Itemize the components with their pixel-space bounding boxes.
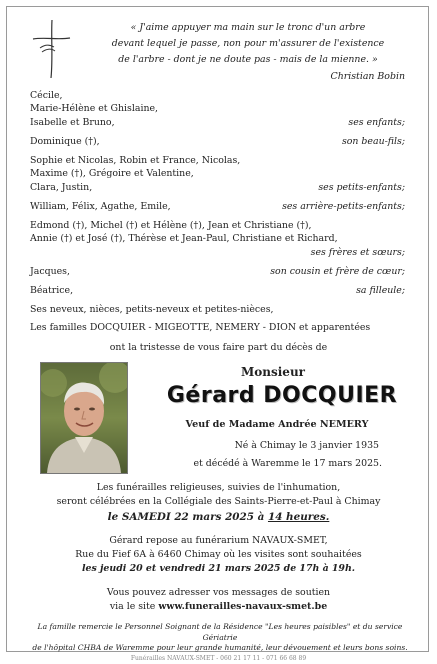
family-relation: son beau-fils;: [341, 136, 405, 147]
family-text: Jacques,: [30, 266, 70, 277]
family-line: [30, 285, 405, 297]
condolences-site: [0, 601, 437, 612]
family-text: William, Félix, Agathe, Emile,: [30, 201, 171, 212]
quote-author: Christian Bobin: [330, 71, 405, 82]
condolences-prefix: via le site: [109, 601, 159, 612]
deceased-title: Monsieur: [240, 365, 305, 379]
funeral-date: [0, 511, 437, 523]
family-relation: ses arrière-petits-enfants;: [282, 201, 405, 212]
quote-line: de l'arbre - dont je ne doute pas - mais de la mienne. »: [118, 54, 378, 65]
portrait-image: [41, 363, 127, 473]
quote-line: « J'aime appuyer ma main sur le tronc d'un arbre: [130, 22, 366, 33]
family-text: Maxime (†), Grégoire et Valentine,: [30, 168, 194, 179]
family-text: Edmond (†), Michel (†) et Hélène (†), Jean et Christiane (†),: [30, 220, 312, 231]
deceased-spouse: Veuf de Madame Andrée NEMERY: [185, 419, 369, 430]
family-line: [30, 322, 405, 334]
family-line: [30, 168, 405, 180]
family-line: [30, 182, 405, 194]
thanks-line: La famille remercie le Personnel Soignant de la Résidence "Les heures paisibles" et du service Gériatrie: [37, 622, 403, 642]
family-text: Isabelle et Bruno,: [30, 117, 115, 128]
announcement: ont la tristesse de vous faire part du décès de: [109, 342, 328, 353]
funeral-line: seront célébrées en la Collégiale des Saints-Pierre-et-Paul à Chimay: [56, 496, 381, 507]
family-line: [30, 117, 405, 129]
funeral-time: 14 heures.: [267, 511, 330, 523]
cross-icon: [30, 18, 72, 80]
death-info: et décédé à Waremme le 17 mars 2025.: [193, 458, 382, 469]
family-line: [30, 220, 405, 232]
family-line: [30, 155, 405, 167]
family-relation: sa filleule;: [356, 285, 405, 296]
funeral-home-footer: Funérailles NAVAUX-SMET - 060 21 17 11 - 071 66 68 89: [130, 655, 307, 662]
quote: [90, 20, 406, 68]
family-text: Dominique (†),: [30, 136, 100, 147]
family-text: Les familles DOCQUIER - MIGEOTTE, NEMERY - DION et apparentées: [30, 322, 371, 333]
family-text: Sophie et Nicolas, Robin et France, Nicolas,: [30, 155, 241, 166]
visit-line: Rue du Fief 6A à 6460 Chimay où les visites sont souhaitées: [75, 549, 362, 560]
family-text: Béatrice,: [30, 285, 74, 296]
family-relation: ses petits-enfants;: [318, 182, 405, 193]
condolences-line: Vous pouvez adresser vos messages de soutien: [106, 587, 331, 598]
family-relation: son cousin et frère de cœur;: [270, 266, 405, 277]
family-text: Clara, Justin,: [30, 182, 93, 193]
family-line: [30, 266, 405, 278]
family-line: [30, 233, 405, 245]
thanks-note: [20, 622, 420, 654]
family-text: Marie-Hélène et Ghislaine,: [30, 103, 159, 114]
family-relation: ses frères et sœurs;: [310, 247, 405, 258]
quote-line: devant lequel je passe, non pour m'assurer de l'existence: [111, 38, 385, 49]
family-text: Cécile,: [30, 90, 63, 101]
funeral-date-prefix: le SAMEDI 22 mars 2025 à: [107, 511, 268, 523]
family-line: [30, 201, 405, 213]
family-line: [30, 304, 405, 316]
family-text: Ses neveux, nièces, petits-neveux et petites-nièces,: [30, 304, 274, 315]
family-line: [30, 247, 405, 259]
family-line: [30, 136, 405, 148]
visit-line: Gérard repose au funérarium NAVAUX-SMET,: [109, 535, 328, 546]
deceased-name: Gérard DOCQUIER: [166, 383, 398, 408]
website-link[interactable]: www.funerailles-navaux-smet.be: [158, 601, 328, 612]
birth-info: Né à Chimay le 3 janvier 1935: [234, 440, 379, 451]
funeral-line: Les funérailles religieuses, suivies de l'inhumation,: [96, 482, 341, 493]
family-text: Annie (†) et José (†), Thérèse et Jean-Paul, Christiane et Richard,: [30, 233, 338, 244]
thanks-line: de l'hôpital CHBA de Waremme pour leur grande humanité, leur dévouement et leurs bons soins.: [32, 643, 408, 652]
family-line: [30, 90, 405, 102]
family-line: [30, 103, 405, 115]
visit-hours: les jeudi 20 et vendredi 21 mars 2025 de 17h à 19h.: [81, 563, 356, 574]
family-relation: ses enfants;: [348, 117, 405, 128]
portrait-photo: [40, 362, 128, 474]
